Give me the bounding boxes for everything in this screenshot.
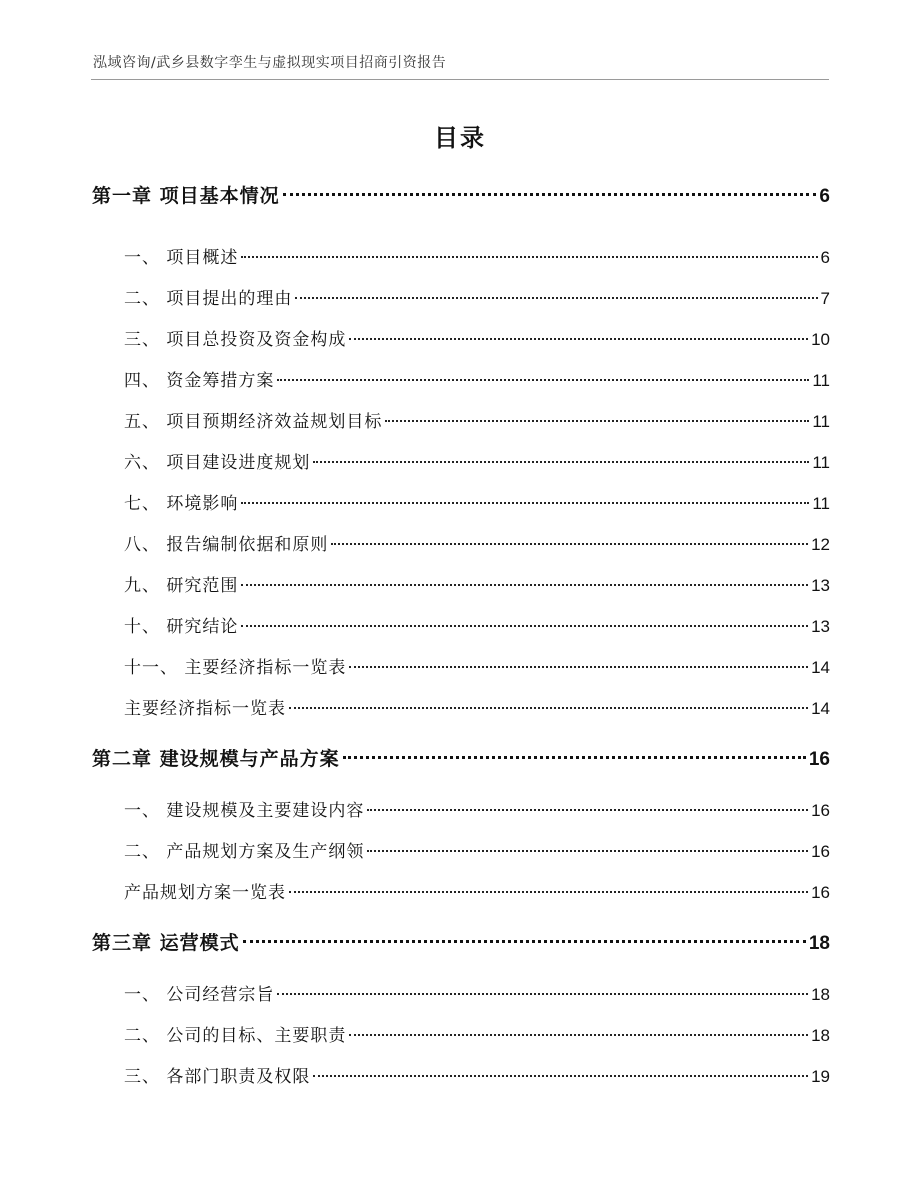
toc-entry-page: 19 <box>811 1067 830 1086</box>
toc-entry-label: 四、 资金筹措方案 <box>124 371 275 391</box>
toc-entry-section[interactable] <box>124 613 830 641</box>
toc-entry-label: 八、 报告编制依据和原则 <box>124 535 329 555</box>
toc-entry-chapter-2[interactable] <box>92 744 830 774</box>
toc-entry-label: 二、 产品规划方案及生产纲领 <box>124 842 365 862</box>
toc-leader-dots <box>289 707 808 709</box>
toc-entry-section[interactable] <box>124 326 830 354</box>
toc-entry-chapter-3[interactable] <box>92 928 830 958</box>
toc-entry-chapter-1[interactable] <box>92 181 830 211</box>
toc-entry-page: 16 <box>811 801 830 820</box>
toc-entry-label: 一、 项目概述 <box>124 248 239 268</box>
toc-entry-label: 第二章 建设规模与产品方案 <box>92 748 340 770</box>
header-divider <box>91 79 829 80</box>
toc-entry-section[interactable] <box>124 367 830 395</box>
toc-entry-section[interactable] <box>124 981 830 1009</box>
toc-title: 目录 <box>434 124 486 152</box>
toc-entry-page: 13 <box>811 576 830 595</box>
toc-entry-label: 二、 项目提出的理由 <box>124 289 293 309</box>
toc-entry-page: 16 <box>811 883 830 902</box>
toc-entry-label: 五、 项目预期经济效益规划目标 <box>124 412 383 432</box>
toc-entry-section[interactable] <box>124 654 830 682</box>
toc-leader-dots <box>385 420 809 422</box>
toc-entry-label: 一、 公司经营宗旨 <box>124 985 275 1005</box>
toc-entry-label: 二、 公司的目标、主要职责 <box>124 1026 347 1046</box>
toc-leader-dots <box>349 338 808 340</box>
toc-entry-label: 十、 研究结论 <box>124 617 239 637</box>
toc-entry-label: 产品规划方案一览表 <box>124 883 286 903</box>
toc-leader-dots <box>241 502 809 504</box>
toc-leader-dots <box>367 809 808 811</box>
toc-entry-section[interactable] <box>124 838 830 866</box>
toc-entry-label: 第一章 项目基本情况 <box>92 185 280 207</box>
toc-entry-page: 13 <box>811 617 830 636</box>
toc-entry-page: 6 <box>819 186 830 207</box>
toc-leader-dots <box>241 625 808 627</box>
toc-leader-dots <box>283 193 817 196</box>
toc-leader-dots <box>349 666 808 668</box>
toc-leader-dots <box>367 850 808 852</box>
toc-entry-section[interactable] <box>124 244 830 272</box>
toc-entry-label: 三、 项目总投资及资金构成 <box>124 330 347 350</box>
toc-entry-page: 14 <box>811 658 830 677</box>
toc-entry-section[interactable] <box>124 797 830 825</box>
toc-entry-label: 一、 建设规模及主要建设内容 <box>124 801 365 821</box>
toc-leader-dots <box>277 379 809 381</box>
toc-entry-page: 7 <box>820 289 830 308</box>
toc-entry-page: 11 <box>812 494 830 513</box>
toc-entry-page: 16 <box>811 842 830 861</box>
toc-entry-label: 第三章 运营模式 <box>92 932 240 954</box>
toc-entry-page: 18 <box>811 985 830 1004</box>
toc-entry-section[interactable] <box>124 490 830 518</box>
toc-entry-page: 12 <box>811 535 830 554</box>
toc-entry-label: 六、 项目建设进度规划 <box>124 453 311 473</box>
toc-leader-dots <box>313 1075 808 1077</box>
toc-leader-dots <box>349 1034 808 1036</box>
toc-leader-dots <box>331 543 808 545</box>
toc-leader-dots <box>241 256 817 258</box>
toc-leader-dots <box>241 584 808 586</box>
toc-leader-dots <box>243 940 806 943</box>
toc-leader-dots <box>343 756 806 759</box>
toc-entry-label: 三、 各部门职责及权限 <box>124 1067 311 1087</box>
toc-entry-table[interactable] <box>124 879 830 907</box>
toc-entry-page: 6 <box>820 248 830 267</box>
toc-entry-page: 18 <box>811 1026 830 1045</box>
toc-entry-section[interactable] <box>124 572 830 600</box>
toc-entry-section[interactable] <box>124 1063 830 1091</box>
toc-entry-page: 18 <box>808 933 830 954</box>
toc-leader-dots <box>277 993 808 995</box>
toc-entry-section[interactable] <box>124 531 830 559</box>
toc-entry-page: 11 <box>812 453 830 472</box>
toc-leader-dots <box>295 297 817 299</box>
toc-entry-label: 十一、 主要经济指标一览表 <box>124 658 347 678</box>
toc-entry-section[interactable] <box>124 408 830 436</box>
toc-entry-section[interactable] <box>124 285 830 313</box>
toc-entry-page: 10 <box>811 330 830 349</box>
toc-entry-page: 11 <box>812 371 830 390</box>
toc-entry-table[interactable] <box>124 695 830 723</box>
toc-leader-dots <box>289 891 808 893</box>
toc-entry-label: 九、 研究范围 <box>124 576 239 596</box>
toc-entry-section[interactable] <box>124 449 830 477</box>
toc-entry-label: 主要经济指标一览表 <box>124 699 286 719</box>
toc-leader-dots <box>313 461 809 463</box>
toc-entry-section[interactable] <box>124 1022 830 1050</box>
toc-entry-page: 11 <box>812 412 830 431</box>
toc-entry-page: 14 <box>811 699 830 718</box>
running-header: 泓域咨询/武乡县数字孪生与虚拟现实项目招商引资报告 <box>93 55 447 71</box>
toc-entry-page: 16 <box>808 749 830 770</box>
toc-entry-label: 七、 环境影响 <box>124 494 239 514</box>
